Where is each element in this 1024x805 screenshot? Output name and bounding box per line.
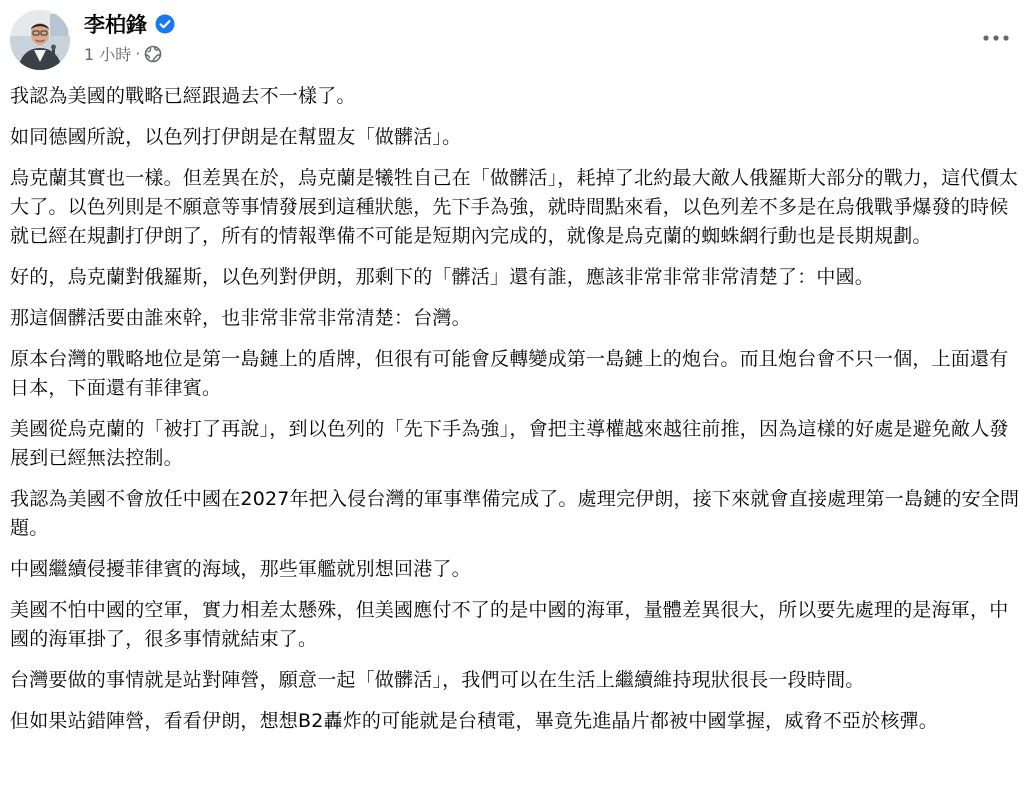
post-paragraph: 好的，烏克蘭對俄羅斯，以色列對伊朗，那剩下的「髒活」還有誰，應該非常非常非常清楚了：中國。 [10, 266, 875, 288]
post-paragraph: 我認為美國不會放任中國在2027年把入侵台灣的軍事準備完成了。處理完伊朗，接下來就會直接處理第一島鏈的安全問題。 [10, 488, 1020, 539]
post-paragraph: 台灣要做的事情就是站對陣營，願意一起「做髒活」，我們可以在生活上繼續維持現狀很長一段時間。 [10, 669, 865, 691]
post-timestamp[interactable]: 1 小時 [84, 45, 132, 64]
avatar-image [10, 10, 70, 70]
post-paragraph: 我認為美國的戰略已經跟過去不一樣了。 [10, 85, 356, 107]
post-paragraph: 烏克蘭其實也一樣。但差異在於，烏克蘭是犧牲自己在「做髒活」，耗掉了北約最大敵人俄羅斯大部分的戰力，這代價太大了。以色列則是不願意等事情發展到這種狀態，先下手為強，就時間點來看，以色列差不多是在烏俄戰爭爆發的時候就已經在規劃打伊朗了，所有的情報準備不可能是短期內完成的，就像是烏克蘭的蜘蛛網行動也是長期規劃。 [10, 167, 1019, 247]
meta-separator: · [135, 44, 141, 63]
author-row [84, 9, 175, 39]
post-paragraph: 那這個髒活要由誰來幹，也非常非常非常清楚：台灣。 [10, 307, 471, 329]
avatar[interactable] [10, 10, 70, 70]
post-paragraph: 美國從烏克蘭的「被打了再說」，到以色列的「先下手為強」，會把主導權越來越往前推，因為這樣的好處是避免敵人發展到已經無法控制。 [10, 418, 1009, 469]
globe-icon[interactable] [144, 45, 162, 63]
author-name[interactable]: 李柏鋒 [84, 13, 147, 37]
more-options-button[interactable] [978, 20, 1014, 56]
post-meta [84, 42, 162, 65]
post-header [0, 0, 1024, 76]
post-paragraph: 中國繼續侵擾菲律賓的海域，那些軍艦就別想回港了。 [10, 558, 471, 580]
post-body [10, 82, 1020, 748]
post-paragraph: 美國不怕中國的空軍，實力相差太懸殊，但美國應付不了的是中國的海軍，量體差異很大，所以要先處理的是海軍，中國的海軍掛了，很多事情就結束了。 [10, 599, 1009, 650]
post-paragraph: 原本台灣的戰略地位是第一島鏈上的盾牌，但很有可能會反轉變成第一島鏈上的炮台。而且炮台會不只一個，上面還有日本，下面還有菲律賓。 [10, 348, 1009, 399]
post-paragraph: 如同德國所說，以色列打伊朗是在幫盟友「做髒活」。 [10, 126, 462, 148]
verified-badge-icon [155, 14, 175, 34]
post-paragraph: 但如果站錯陣營，看看伊朗，想想B2轟炸的可能就是台積電，畢竟先進晶片都被中國掌握，威脅不亞於核彈。 [10, 710, 938, 732]
more-options-icon [982, 34, 1010, 42]
